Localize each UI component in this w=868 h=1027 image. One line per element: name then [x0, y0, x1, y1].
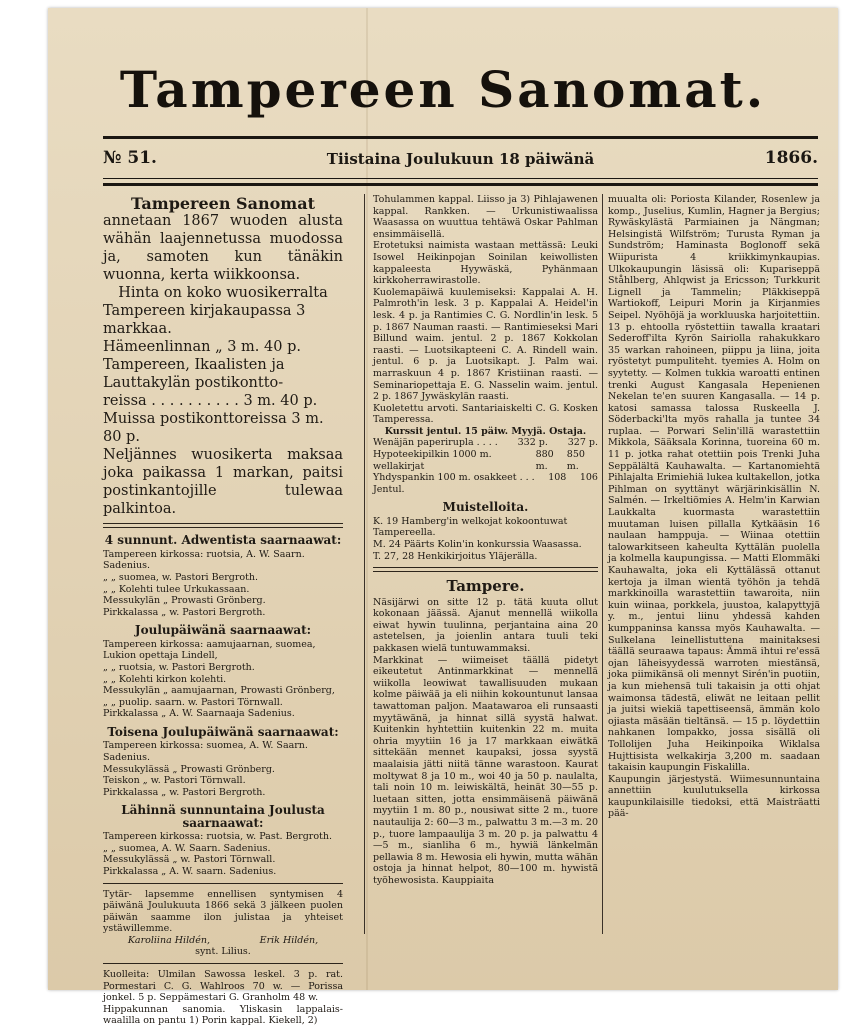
reminder-row: M. 24 Päärts Kolin'in konkurssia Waasassa. [373, 539, 582, 551]
article-text: Kuoletettu arvoti. Santariaiskelti C. G. Kosken Tamperessa. [373, 402, 598, 426]
reminder-row: K. 19 Hamberg'in welkojat kokoontuwat Tampereella. [373, 515, 568, 539]
separator [373, 567, 598, 572]
reminder-row: T. 27, 28 Henkikirjoitus Yläjerälla. [373, 550, 538, 562]
price-line: Tampereen kirjakaupassa 3 markkaa. [103, 303, 306, 338]
promo-title: Tampereen Sanomat [131, 194, 315, 213]
market-buy: 108 [548, 472, 567, 484]
sermon-row: Messukylässä „ Prowasti Grönberg. [103, 763, 275, 775]
news-text: Kaupungin järjestystä. Wiimesunnuntaina annettiin kuulutuksella kirkossa kaupunkilaisille tiedoksi, että Maisträatti pää- [608, 773, 820, 820]
market-row [373, 472, 598, 484]
sermon-row: Pirkkalassa „ w. Pastori Bergroth. [103, 606, 266, 618]
rule-top [103, 136, 818, 139]
christmas-title: Joulupäiwänä saarnaawat: [134, 623, 312, 638]
market-buy: 332 p. [517, 437, 548, 449]
column-2 [373, 194, 598, 886]
sermon-row: Tampereen kirkossa: aamujaarnan, suomea, Lukion opettaja Lindell, [103, 638, 316, 662]
price-line: Tampereen, Ikaalisten ja [103, 357, 285, 374]
price-line: reissa . . . . . . . . . . 3 m. 40 p. [103, 393, 318, 410]
deaths-notice: Kuolleita: Ulmilan Sawossa leskel. 3 p. rat. Pormestari C. G. Wahlroos 70 w. — Porissa jonkel. 5 p. Seppämestari G. Granholm 48 w. [103, 969, 343, 1004]
article-text: Tohulammen kappal. Liisso ja 3) Pihlajawenen kappal. Rankken. — Urkunistiwaalissa Waasassa on wuuttua tehtäwä Oskar Pahlman ensimmäisellä. [373, 194, 598, 240]
news-title: Tampere. [446, 577, 525, 596]
quarter-text: Neljännes wuosikerta maksaa joka paikassa 1 markan, paitsi postinkantojille tulewaa palkintoa. [103, 447, 343, 518]
sermon-row: Pirkkalassa „ A. W. Saarnaaja Sadenius. [103, 708, 295, 720]
sermon-row: Pirkkalassa „ w. Pastori Bergroth. [103, 786, 266, 798]
issue-line [103, 146, 818, 176]
column-divider [364, 194, 365, 934]
reminder-title: Muistelloita. [442, 500, 529, 515]
signer-sub: synt. Lilius. [195, 946, 251, 958]
signers [103, 935, 343, 947]
birth-announcement: Tytär- lapsemme ennellisen syntymisen 4 päiwänä Joulukuuta 1866 sekä 3 jälkeen puolen päiwän saamme ilon julistaa ja yhteiset ystäwillemme. [103, 888, 343, 935]
issue-date: Tiistaina Joulukuun 18 päiwänä [326, 150, 595, 168]
separator [103, 523, 343, 528]
masthead: Tampereen Sanomat. [119, 60, 767, 119]
sermon-row: Tampereen kirkossa: ruotsia, w. Past. Bergroth. [103, 831, 333, 843]
sermon-row: „ „ suomea, A. W. Saarn. Sadenius. [103, 842, 271, 854]
sermon-row: Pirkkalassa „ A. W. saarn. Sadenius. [103, 865, 277, 877]
market-sell: 850 m. [566, 449, 585, 472]
article-text: Kuolemapäiwä kuulemiseksi: Kappalai A. H. Palmroth'in lesk. 3 p. Kappalai A. Heidel'in lesk. 4 p. ja Rantimies C. G. Nordlin'in lesk. 5 p. 1867 Nauman raasti. — Rantimieseksi Mari Billund waim. jentul. 2 p. 1867 Kokkolan raasti. — Luotsikapteeni C. A. Rindell wain. jentul. 6 p. ja Luotsikapt. J. Palm wai. marraskuun 4 p. 1867 Kristiinan raasti. — Seminariopettaja E. G. Nasselin waim. jentul. 2 p. 1867 Jywäskylän raasti. [373, 286, 598, 403]
separator [103, 963, 343, 964]
column-1 [103, 194, 343, 1027]
sermon-row: „ „ suomea, w. Pastori Bergroth. [103, 572, 259, 583]
second-christmas-title: Toisena Joulupäiwänä saarnaawat: [107, 724, 339, 739]
market-item: Hypoteekipilkin 1000 m. wellakirjat [373, 449, 492, 472]
sermon-row: „ „ puolip. saarn. w. Pastori Törnwall. [103, 696, 283, 708]
sermon-row: Messukylän „ aamujaarnan, Prowasti Grönberg, [103, 685, 335, 697]
signer: Erik Hildén, [259, 934, 319, 946]
sermon-row: Messukylän „ Prowasti Grönberg. [103, 595, 266, 607]
news-text: muualta oli: Poriosta Kilander, Rosenlew ja komp., Juselius, Kumlin, Hagner ja Bergius; Rywäskylästä Parmiainen ja Nängman; Helsingistä Wilfström; Turusta Ryman ja Sundström; Haminasta Boglonoff sekä Wiipurista 4 kriikkimynkaupias. Ulkokaupungin läsissä oli: Kupariseppä Ståhlberg, Ahlqwist ja Ericsson; Turkkurit Lignell ja Tammelin; Pläkkiseppä Wartiokoff, Leipuri Morin ja Kirjanmies Seipel. Nyöhöjä ja workluuska harjoitettiin. 13 p. ehtoolla ryöstettiin tawalla kraatari Sederoff'ilta Kyrön Sairiolla rahakukkaro 35 warkan rahoineen, piippu ja liina, joita ryöstetyt pumpuliteht. tyemies A. Holm on syytetty. — Kolmen tukkia waroatti entinen trenki August Kangasala Hepenienen Nekelan te'en suuren Kangasalla. — 14 p. katosi samassa talossa Ruskeella J. Söderbacki'lta myös rahalla ja tuntee 34 ruplaa. — Porwari Selin'illä warastettiin Mikkola, Sääksala Korinna, tuoreina 60 m. 11 p. jotka rahat otettiin pois Trenki Juha Seppälältä Kauhawalta. — Kartanomiehtä Pihlajalta Erimiehiä lukea kultakellon, jotka Pihlman on syyttänyt wärjärinkisällin N. Salmén. — Irkeltiömies A. Helm'in Karwian Laukkalta kuormasta warastettiin muutaman luisen pillalla Kytkääsin 16 naulaan hamppuja. — Wiinaa otettiin talowarkitseen kaheulta Kyttälän puolella ja kolmella kaupungissa. — Matti Elommäki Kauhawalta, joka eli Kyttälässä ottanut kertoja ja ilman wientä työhön ja tehdä markkinoilla warastettiin tawaroita, niin kuin wiinaa, porkkela, juustoa, kalapyttyjä y. m., jentui liinu yhdessä kahden kumppaninsa kanssa myös Kauhawalta. — Sulkelana leinellistuttena mainitaksesi täällä seuraawa tapaus: Ämmä ihtui re'essä ojan läheisyydessä warroten miestänsä, joka piimikänsä oli mennyt Sirén'in puotiin, ja kun miehensä tuli takaisin ja otti ohjat waimonsa tädestä, eliwät ne leitaan pellit ja juitsi wiekiä tapettiseensä, ämmän kolo ojiasta mäsään tieltänsä. — 15 p. löydettiin nahkanen lompakko, jossa sisällä oli Tollolijen Juha Heikinpoika Wiklalsa Hujttisista welkakirja 3,200 m. saadaan takaisin kaupungin Fiskalilla. [608, 194, 820, 774]
market-item: Yhdyspankin 100 m. osakkeet . . . [373, 472, 535, 484]
sermon-row: Messukylässä „ w. Pastori Törnwall. [103, 854, 276, 866]
promo-text: annetaan 1867 wuoden alusta wähän laajennetussa muodossa ja, samoten kun tänäkin wuonna, kerta wiikkoonsa. [103, 213, 343, 284]
price-line: Hämeenlinnan „ 3 m. 40 p. [103, 339, 301, 356]
sermon-row: Teiskon „ w. Pastori Törnwall. [103, 775, 246, 787]
newspaper-page [48, 8, 838, 1027]
price-title: Hinta on koko wuosikerralta [118, 285, 328, 302]
market-title: Kurssit jentul. 15 päiw. Myyjä. Ostaja. [384, 425, 587, 437]
article-text: Erotetuksi naimista wastaan mettässä: Leuki Isowel Heikinpojan Soinilan keiwollisten kappaleesta Hyywäskä, Pyhänmaan kirkkoherrawirastolle. [373, 240, 598, 287]
price-line: Lauttakylän postikontto- [103, 375, 284, 392]
market-row [373, 449, 598, 472]
price-line: Muissa postikonttoreissa 3 m. 80 p. [103, 411, 324, 446]
sunday-title: Lähinnä sunnuntaina Joulusta saarnaawat: [121, 803, 325, 830]
sermon-row: Tampereen kirkossa: suomea, A. W. Saarn. Sadenius. [103, 740, 308, 763]
advent-title: 4 sunnunt. Adwentista saarnaawat: [104, 533, 342, 548]
news-text: Markkinat — wiimeiset täällä pidetyt eikeutetut Antinmarkkinat — mennellä wiikolla leowiwat tawallisuuden mukaan kolme päiwää ja eli niihin kokountunut lansaa tawattoman paljon. Maatawaroa eli runsaasti myytäwänä, ja hinnat sillä syystä halwat. Kuitenkin hyhtettiin kuitenkin 22 m. muita ohria myytiin 16 ja 17 markkaan eiwätkä sittekään mennet kaupaksi, jossa syystä maalaisia jätti niitä tänne warastoon. Kaurat moltywat 8 ja 10 m., woi 40 ja 50 p. naulalta, tali noin 10 m. leiwiskältä, heinät 30—55 p. luetaan sitten, jotta ensimmäisenä päiwänä myytiin 1 m. 80 p., nousiwat sitte 2 m., tuore nautaulija 2: 60—3 m., palwattu 3 m.—3 m. 20 p., tuore lampaaulija 3 m. 20 p. ja palwattu 4—5 m., sianliha 6 m., hywiä länkelmän pellawia 8 m. Hewosia eli hywin, mutta wähän ostoja ja hinnat helpot, 80—100 m. hywistä työhewosista. Kauppiaita [373, 654, 598, 886]
column-divider [602, 194, 603, 934]
issue-year: 1866. [764, 148, 818, 168]
market-sell: 106 [579, 472, 598, 484]
news-text: Näsijärwi on sitte 12 p. tätä kuuta ollut kokonaan jäässä. Ajanut mennellä wiikolla eiwat hywin tuulinna, perjantaina aina 20 astetelsen, ja joienlin antara tuuli teki pakkasen wielä tuntuwammaksi. [373, 596, 598, 654]
market-item: Wenäjän paperirupla . . . . [373, 437, 498, 449]
rule-bottom [103, 183, 818, 186]
issue-number: № 51. [103, 148, 157, 168]
sermon-row: „ „ Kolehti kirkon kolehti. [103, 673, 227, 685]
column-3 [608, 194, 820, 820]
market-sell: 327 p. [567, 437, 598, 449]
parish-notice: Hippakunnan sanomia. Yliskasin lappalais-waalilla on pantu 1) Porin kappal. Kiekell, 2) [103, 1003, 343, 1027]
sermon-row: „ „ Kolehti tulee Urkukassaan. [103, 583, 250, 595]
separator [103, 883, 343, 884]
market-buy: 880 m. [535, 449, 554, 472]
sermon-row: „ „ ruotsia, w. Pastori Bergroth. [103, 661, 255, 673]
sermon-row: Tampereen kirkossa: ruotsia, A. W. Saarn. Sadenius. [103, 548, 305, 572]
rule-mid [103, 178, 818, 179]
signer: Karoliina Hildén, [127, 934, 210, 946]
market-footer: Jentul. [373, 483, 405, 495]
market-row [373, 437, 598, 449]
